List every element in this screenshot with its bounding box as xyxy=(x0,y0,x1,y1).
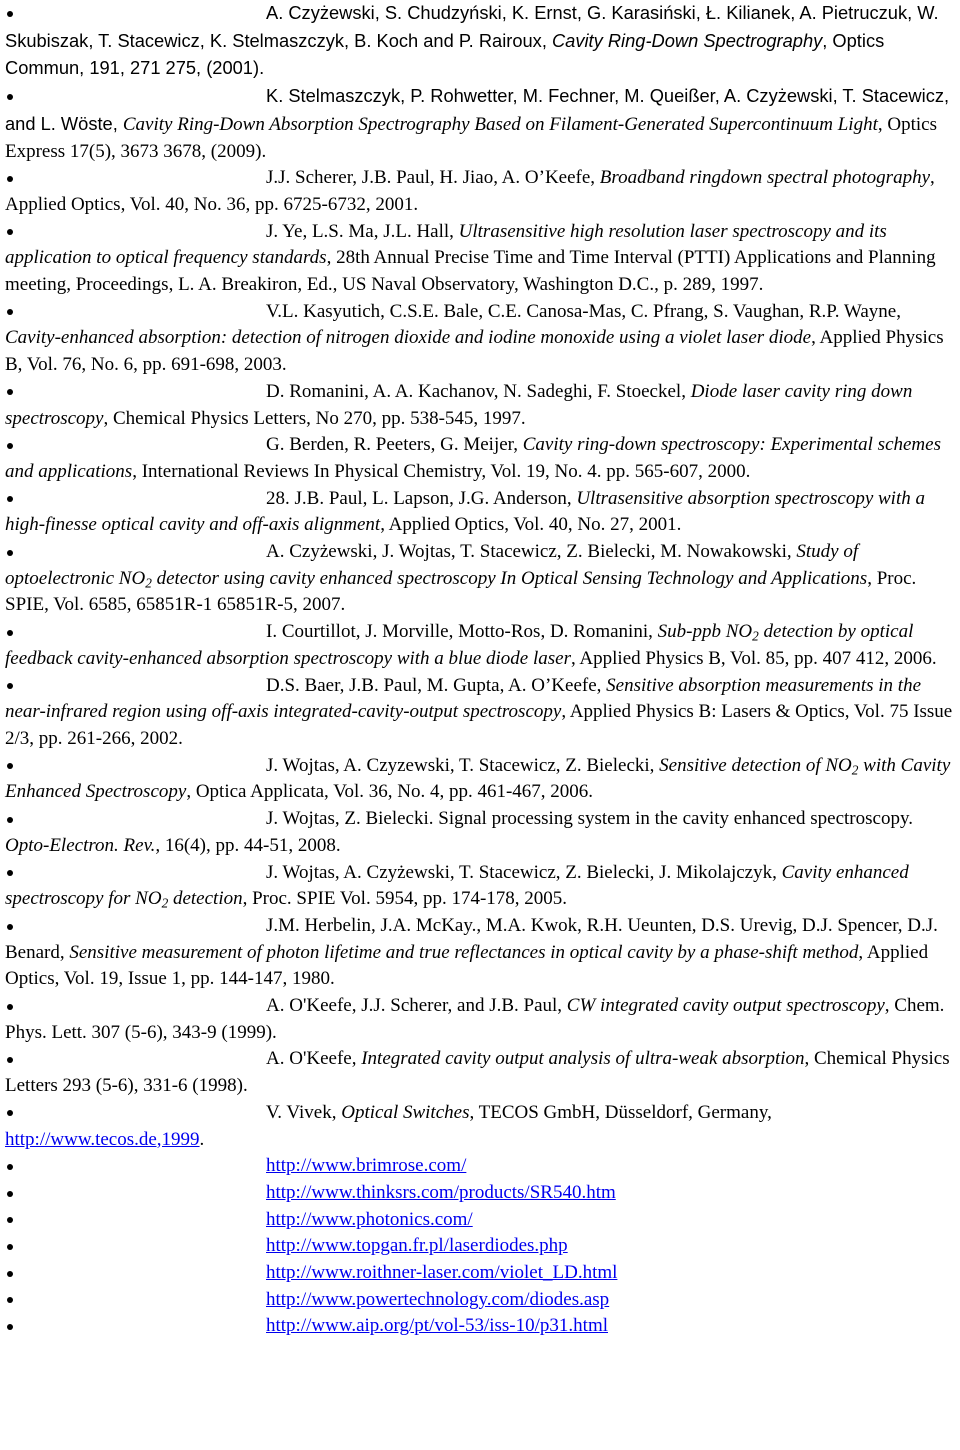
ref-link[interactable]: http://www.photonics.com/ xyxy=(266,1208,473,1230)
reference-item xyxy=(5,753,960,806)
ref-link[interactable]: http://www.thinksrs.com/products/SR540.htm xyxy=(266,1181,616,1203)
ref-source: , International Reviews In Physical Chemistry, Vol. 19, No. 4. pp. 565-607, 2000. xyxy=(132,460,751,482)
ref-source: , Chem. Phys. Lett. 307 (5-6), 343-9 (1999). xyxy=(5,995,945,1043)
ref-authors: V.L. Kasyutich, C.S.E. Bale, C.E. Canosa-Mas, C. Pfrang, S. Vaughan, R.P. Wayne, xyxy=(266,300,901,322)
reference-item xyxy=(5,1233,960,1260)
ref-source: , Optica Applicata, Vol. 36, No. 4, pp. 461-467, 2006. xyxy=(186,781,594,803)
ref-authors: J. Wojtas, Z. Bielecki. Signal processing system in the cavity enhanced spectroscopy. xyxy=(266,808,913,830)
ref-authors: I. Courtillot, J. Morville, Motto-Ros, D. Romanini, xyxy=(266,621,658,643)
bullet-icon xyxy=(5,1100,17,1127)
bullet-icon xyxy=(5,379,17,406)
ref-source: , 28th Annual Precise Time and Time Interval (PTTI) Applications and Planning meeting, Proceedings, L. A. Breakiron, Ed., US Naval Observatory, Washington D.C., p. 289, 1997. xyxy=(5,247,936,296)
bullet-icon xyxy=(5,1153,17,1180)
reference-item xyxy=(5,83,960,165)
ref-title: Diode laser cavity ring down spectroscopy xyxy=(5,380,913,429)
reference-item xyxy=(5,913,960,993)
ref-source: , Applied Optics, Vol. 40, No. 27, 2001. xyxy=(380,514,682,536)
ref-title: Sensitive measurement of photon lifetime and true reflectances in optical cavity by a phase-shift method xyxy=(69,941,859,963)
bullet-icon xyxy=(5,993,17,1020)
bullet-icon xyxy=(5,1260,17,1287)
reference-item xyxy=(5,0,960,83)
reference-item xyxy=(5,219,960,299)
ref-title: Cavity-enhanced absorption: detection of nitrogen dioxide and iodine monoxide using a violet laser diode xyxy=(5,327,812,349)
ref-title-pre: Cavity enhanced spectroscopy for NO xyxy=(5,861,909,910)
reference-item xyxy=(5,299,960,379)
ref-source: , Proc. SPIE Vol. 5954, pp. 174-178, 2005. xyxy=(242,888,568,910)
ref-title: Cavity Ring-Down Absorption Spectrography Based on Filament-Generated Supercontinuum Light xyxy=(122,113,878,135)
reference-item xyxy=(5,673,960,753)
ref-link-after: . xyxy=(199,1128,205,1150)
bullet-icon xyxy=(5,753,17,780)
bullet-icon xyxy=(5,806,17,833)
reference-item xyxy=(5,165,960,218)
ref-title-post: detection by optical feedback cavity-enhanced absorption spectroscopy with a blue diode laser xyxy=(5,621,914,669)
ref-link[interactable]: http://www.roithner-laser.com/violet_LD.html xyxy=(266,1262,618,1284)
ref-title-pre: Study of optoelectronic NO xyxy=(5,541,859,589)
ref-link[interactable]: http://www.topgan.fr.pl/laserdiodes.php xyxy=(266,1235,568,1257)
reference-item xyxy=(5,1046,960,1099)
reference-item xyxy=(5,1153,960,1180)
ref-link[interactable]: http://www.brimrose.com/ xyxy=(266,1155,467,1177)
reference-item xyxy=(5,486,960,539)
bullet-icon xyxy=(5,1207,17,1234)
bullet-icon xyxy=(5,1313,17,1340)
ref-authors: D.S. Baer, J.B. Paul, M. Gupta, A. O’Keefe, xyxy=(266,674,607,696)
ref-authors: J.M. Herbelin, J.A. McKay., M.A. Kwok, R.H. Ueunten, D.S. Urevig, D.J. Spencer, D.J. Benard, xyxy=(5,914,938,963)
bullet-icon xyxy=(5,913,17,940)
ref-source: , Applied Physics B, Vol. 85, pp. 407 412, 2006. xyxy=(570,647,937,669)
ref-title: Cavity Ring-Down Spectrography xyxy=(551,29,823,51)
bullet-icon xyxy=(5,1046,17,1073)
ref-source: , Applied Physics B: Lasers & Optics, Vol. 75 Issue 2/3, pp. 261-266, 2002. xyxy=(5,701,953,749)
ref-title-sub: 2 xyxy=(161,895,169,911)
ref-authors: J. Wojtas, A. Czyzewski, T. Stacewicz, Z. Bielecki, xyxy=(266,754,660,776)
ref-title: Ultrasensitive absorption spectroscopy with a high-finesse optical cavity and off-axis alignment xyxy=(5,487,925,536)
ref-source: , Chemical Physics Letters, No 270, pp. 538-545, 1997. xyxy=(103,407,526,429)
ref-authors: A. Czyżewski, S. Chudzyński, K. Ernst, G. Karasiński, Ł. Kilianek, A. Pietruczuk, W. Skubiszak, T. Stacewicz, K. Stelmaszczyk, B. Koch and P. Rairoux, xyxy=(5,2,939,51)
bullet-icon xyxy=(5,860,17,887)
reference-list xyxy=(5,0,960,1340)
ref-authors: J.J. Scherer, J.B. Paul, H. Jiao, A. O’Keefe, xyxy=(266,167,600,189)
ref-source: , Optics Commun, 191, 271 275, (2001). xyxy=(5,29,885,79)
reference-item xyxy=(5,860,960,913)
ref-authors: A. Czyżewski, J. Wojtas, T. Stacewicz, Z. Bielecki, M. Nowakowski, xyxy=(266,541,797,563)
reference-item xyxy=(5,1313,960,1340)
bullet-icon xyxy=(5,486,17,513)
reference-item xyxy=(5,1260,960,1287)
ref-source: , Applied Physics B, Vol. 76, No. 6, pp. 691-698, 2003. xyxy=(5,327,944,376)
ref-title: Optical Switches xyxy=(341,1101,470,1123)
ref-source: , Applied Optics, Vol. 19, Issue 1, pp. 144-147, 1980. xyxy=(5,941,929,990)
reference-item xyxy=(5,432,960,485)
bullet-icon xyxy=(5,673,17,700)
ref-authors: A. O'Keefe, J.J. Scherer, and J.B. Paul, xyxy=(266,995,567,1017)
ref-source: , Optics Express 17(5), 3673 3678, (2009). xyxy=(5,113,937,162)
bullet-icon xyxy=(5,539,17,566)
ref-title: Cavity ring-down spectroscopy: Experimental schemes and applications xyxy=(5,434,941,482)
bullet-icon xyxy=(5,1287,17,1314)
bullet-icon xyxy=(5,83,17,110)
bullet-icon xyxy=(5,432,17,459)
ref-authors: G. Berden, R. Peeters, G. Meijer, xyxy=(266,434,523,456)
ref-title-post: detector using cavity enhanced spectroscopy In Optical Sensing Technology and Applications xyxy=(151,567,868,589)
reference-item xyxy=(5,619,960,672)
ref-authors: J. Wojtas, A. Czyżewski, T. Stacewicz, Z. Bielecki, J. Mikolajczyk, xyxy=(266,861,782,883)
bullet-icon xyxy=(5,619,17,646)
ref-authors: J. Ye, L.S. Ma, J.L. Hall, xyxy=(266,220,459,242)
bullet-icon xyxy=(5,1180,17,1207)
ref-title: CW integrated cavity output spectroscopy xyxy=(566,995,885,1017)
ref-authors: A. O'Keefe, xyxy=(266,1048,362,1070)
bullet-icon xyxy=(5,1233,17,1260)
ref-source: , Proc. SPIE, Vol. 6585, 65851R-1 65851R-5, 2007. xyxy=(5,567,917,616)
ref-title: Ultrasensitive high resolution laser spectroscopy and its application to optical frequency standards xyxy=(5,220,887,269)
ref-source: , Applied Optics, Vol. 40, No. 36, pp. 6725-6732, 2001. xyxy=(5,167,935,215)
reference-item xyxy=(5,1287,960,1314)
bullet-icon xyxy=(5,165,17,192)
ref-title-pre: Sub-ppb NO xyxy=(657,621,753,643)
ref-title-sub: 2 xyxy=(145,575,152,591)
ref-title-post: with Cavity Enhanced Spectroscopy xyxy=(5,754,951,803)
ref-title: Sensitive absorption measurements in the near-infrared region using off-axis integrated-cavity-output spectroscopy xyxy=(5,674,922,723)
ref-link[interactable]: http://www.tecos.de,1999 xyxy=(5,1128,200,1150)
ref-title-sub: 2 xyxy=(851,762,859,777)
ref-authors: V. Vivek, xyxy=(266,1101,342,1123)
ref-authors: K. Stelmaszczyk, P. Rohwetter, M. Fechner, M. Queißer, A. Czyżewski, T. Stacewicz, and L. Wöste, xyxy=(5,85,950,134)
bullet-icon xyxy=(5,299,17,326)
ref-authors: D. Romanini, A. A. Kachanov, N. Sadeghi, F. Stoeckel, xyxy=(266,380,691,402)
ref-title: Integrated cavity output analysis of ultra-weak absorption xyxy=(361,1048,805,1070)
reference-item xyxy=(5,1180,960,1207)
ref-source: , Chemical Physics Letters 293 (5-6), 331-6 (1998). xyxy=(5,1048,950,1097)
ref-title-sub: 2 xyxy=(752,628,759,644)
ref-title-post: detection xyxy=(168,888,243,910)
reference-item xyxy=(5,1100,960,1153)
reference-item xyxy=(5,1207,960,1234)
ref-link[interactable]: http://www.aip.org/pt/vol-53/iss-10/p31.html xyxy=(266,1315,608,1337)
bullet-icon xyxy=(5,219,17,246)
ref-title: Broadband ringdown spectral photography xyxy=(599,167,931,189)
bullet-icon xyxy=(5,0,17,27)
ref-title: Opto-Electron. Rev., xyxy=(5,834,161,856)
reference-item xyxy=(5,806,960,859)
reference-item xyxy=(5,379,960,432)
ref-link[interactable]: http://www.powertechnology.com/diodes.asp xyxy=(266,1288,610,1310)
reference-item xyxy=(5,993,960,1046)
reference-item xyxy=(5,539,960,619)
ref-source: , TECOS GmbH, Düsseldorf, Germany, xyxy=(469,1101,772,1123)
ref-source: 16(4), pp. 44-51, 2008. xyxy=(160,834,341,856)
ref-title-pre: Sensitive detection of NO xyxy=(659,754,852,776)
ref-authors: 28. J.B. Paul, L. Lapson, J.G. Anderson, xyxy=(266,487,577,509)
